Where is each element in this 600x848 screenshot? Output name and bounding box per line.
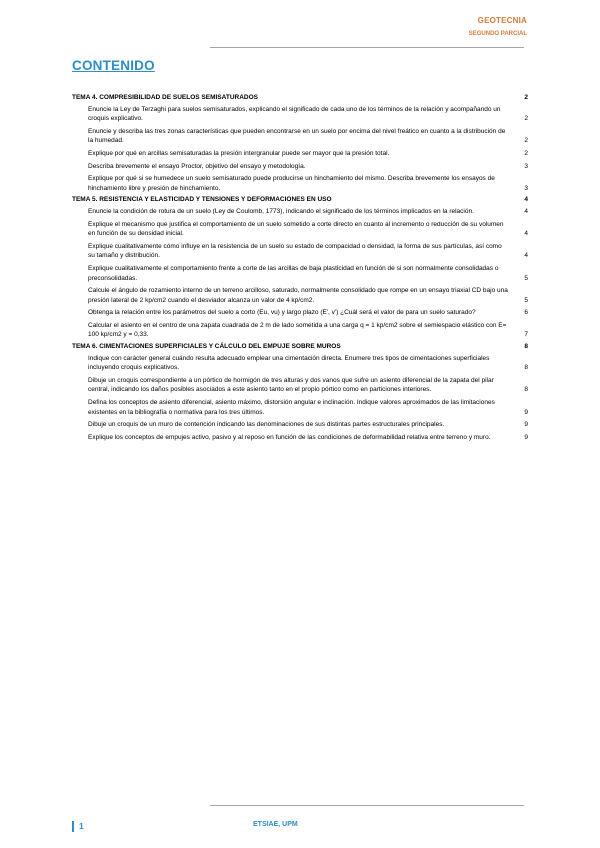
toc-entry[interactable] (72, 149, 528, 159)
toc-entry[interactable] (72, 207, 528, 217)
toc-section[interactable] (72, 342, 528, 352)
toc-text: Enuncie la Ley de Terzaghi para suelos semisaturados, explicando el significado de cada uno de los términos de la relación y acompañando un croquis explicativo. (88, 105, 501, 123)
footer-organization: ETSIAE, UPM (253, 821, 298, 828)
toc-entry[interactable] (72, 308, 528, 318)
toc-text: Enuncie la condición de rotura de un suelo (Ley de Coulomb, 1773), indicando el significado de los términos implicados en la relación. (88, 207, 474, 215)
toc-page-number: 8 (524, 343, 528, 351)
toc-text: TEMA 4. COMPRESIBILIDAD DE SUELOS SEMISATURADOS (72, 94, 258, 101)
toc-text: TEMA 6. CIMENTACIONES SUPERFICIALES Y CÁLCULO DEL EMPUJE SOBRE MUROS (72, 343, 341, 351)
toc-text: Explique los conceptos de empujes activo, pasivo y al reposo en función de las condiciones de deformabilidad relativa entre terreno y muro. (88, 433, 491, 441)
toc-text: Obtenga la relación entre los parámetros del suelo a corto (Eu, vu) y largo plazo (E', v') ¿Cuál será el valor de para un suelo saturado? (88, 309, 476, 317)
toc-text: Indique con carácter general cuándo resulta adecuado emplear una cimentación directa. Enumere tres tipos de cimentaciones superficiales incluyendo croquis explicativos. (88, 354, 490, 372)
toc-page-number: 8 (524, 386, 528, 394)
toc-text: TEMA 5. RESISTENCIA Y ELASTICIDAD Y TENSIONES Y DEFORMACIONES EN USO (72, 196, 332, 204)
toc-entry[interactable] (72, 354, 528, 373)
toc-page-number: 9 (524, 421, 528, 429)
toc-page-number: 5 (524, 296, 528, 304)
toc-text: Explique cualitativamente el comportamiento frente a corte de las arcillas de baja plasticidad en función de si son normalmente consolidadas o preconsolidadas. (88, 264, 499, 282)
table-of-contents (72, 93, 528, 442)
footer-divider (210, 805, 524, 806)
footer-page-number: 1 (79, 821, 84, 831)
toc-page-number: 9 (524, 408, 528, 416)
toc-section[interactable] (72, 93, 528, 103)
toc-page-number: 2 (524, 115, 528, 123)
toc-page-number: 2 (524, 137, 528, 145)
header-subject: GEOTECNIA (477, 16, 527, 25)
toc-text: Explique el mecanismo que justifica el comportamiento de un suelo sometido a corte directo en cuanto al incremento o reducción de su volumen en función de su densidad inicial. (88, 220, 504, 238)
footer-accent-bar (72, 821, 74, 832)
toc-entry[interactable] (72, 264, 528, 283)
toc-page-number: 4 (524, 252, 528, 260)
toc-entry[interactable] (72, 420, 528, 430)
toc-text: Explique cualitativamente cómo influye en la resistencia de un suelo su estado de compacidad o densidad, la forma de sus partículas, así como su tamaño y distribución. (88, 242, 502, 260)
toc-text: Dibuje un croquis de un muro de contención indicando las denominaciones de sus distintas partes estructurales principales. (88, 421, 445, 429)
toc-text: Explique por qué si se humedece un suelo semisaturado puede producirse un hinchamiento del mismo. Describa brevemente los ensayos de hinchamiento libre y presión de hinchamiento. (88, 175, 495, 192)
toc-entry[interactable] (72, 220, 528, 239)
toc-page-number: 2 (524, 149, 528, 157)
page-title: CONTENIDO (72, 58, 155, 73)
toc-text: Describa brevemente el ensayo Proctor, objetivo del ensayo y metodología. (88, 162, 306, 170)
toc-text: Calcular el asiento en el centro de una zapata cuadrada de 2 m de lado sometida a una carga q = 1 kp/cm2 sobre el semiespacio elástico con E= 100 kp/cm2 y = 0,33. (88, 321, 507, 339)
toc-entry[interactable] (72, 242, 528, 261)
toc-page-number: 3 (524, 162, 528, 170)
toc-section[interactable] (72, 195, 528, 205)
header-divider (210, 47, 524, 48)
toc-entry[interactable] (72, 105, 528, 124)
toc-entry[interactable] (72, 398, 528, 417)
toc-text: Calcule el ángulo de rozamiento interno de un terreno arcilloso, saturado, normalmente consolidado que rompe en un ensayo triaxial CD bajo una presión lateral de 2 kp/cm2 cuando el desviador alcanza un valor de 4 kp/cm2. (88, 287, 508, 304)
toc-text: Defina los conceptos de asiento diferencial, asiento máximo, distorsión angular e inclinación. Indique valores aproximados de las limitaciones existentes en la bibliografía o normativa para los tres últimos. (88, 399, 495, 416)
toc-entry[interactable] (72, 321, 528, 340)
header-exam: SEGUNDO PARCIAL (468, 31, 527, 37)
toc-page-number: 2 (524, 94, 528, 101)
toc-page-number: 5 (524, 274, 528, 282)
toc-text: Dibuje un croquis correspondiente a un pórtico de hormigón de tres alturas y dos vanos que sufre un asiento diferencial de la zapata del pilar central, indicando los daños posibles asociados a este asiento tanto en el propio pórtico como en particiones interiores. (88, 376, 494, 394)
toc-entry[interactable] (72, 162, 528, 172)
toc-entry[interactable] (72, 376, 528, 395)
toc-text: Explique por qué en arcillas semisaturadas la presión intergranular puede ser mayor que la presión total. (88, 149, 390, 157)
toc-page-number: 8 (524, 364, 528, 372)
toc-text: Enuncie y describa las tres zonas características que pueden encontrarse en un suelo por encima del nivel freático en cuanto a la distribución de la humedad. (88, 127, 506, 145)
toc-entry[interactable] (72, 286, 528, 305)
toc-page-number: 4 (524, 207, 528, 215)
toc-entry[interactable] (72, 433, 528, 443)
toc-entry[interactable] (72, 174, 528, 193)
toc-page-number: 6 (524, 309, 528, 317)
toc-entry[interactable] (72, 127, 528, 146)
toc-page-number: 3 (524, 184, 528, 192)
toc-page-number: 9 (524, 433, 528, 441)
toc-page-number: 7 (524, 331, 528, 339)
toc-page-number: 4 (524, 196, 528, 204)
toc-page-number: 4 (524, 230, 528, 238)
